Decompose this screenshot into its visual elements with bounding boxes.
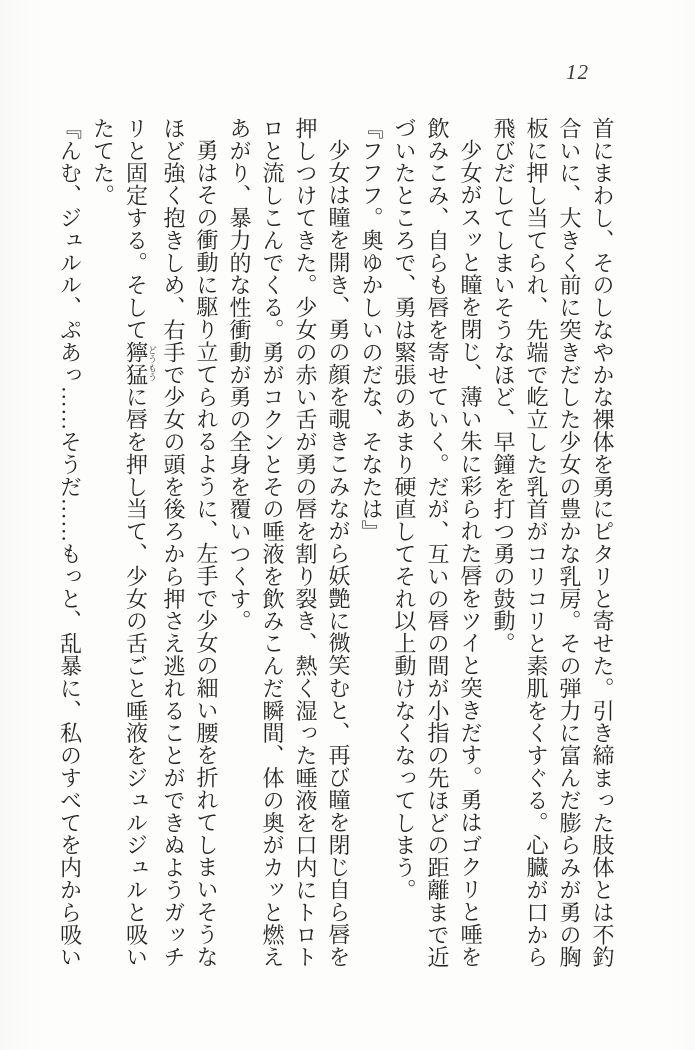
text-line: 少女がスッと瞳を閉じ、薄い朱に彩られた唇をツイと突きだす。勇はゴクリと唾を <box>458 139 483 968</box>
text-line: 『んむ、ジュルル、ぷあっ……そうだ……もっと、乱暴に、私のすべてを内から吸い <box>57 117 83 969</box>
page-number: 12 <box>566 60 589 84</box>
text-line: 板に押し当てられ、先端で屹立した乳首がコリコリと素肌をくすぐる。心臓が口から <box>524 117 549 969</box>
ruby-annotation: 獰猛どうもう <box>123 341 157 386</box>
text-line: づいたところで、勇は緊張のあまり硬直してそれ以上動けなくなってしまう。 <box>392 117 417 901</box>
text-line: 勇はその衝動に駆り立てられるように、左手で少女の細い腰を折れてしまいそうな <box>194 139 219 968</box>
text-line: あがり、暴力的な性衝動が勇の全身を覆いつくす。 <box>227 117 252 633</box>
text-line: たてた。 <box>90 117 116 207</box>
text-line: ほど強く抱きしめ、右手で少女の頭を後ろから押さえ逃れることができぬようガッチ <box>161 117 186 969</box>
text-line: 合いに、大きく前に突きだした少女の豊かな乳房。その弾力に富んだ膨らみが勇の胸 <box>557 117 582 969</box>
text-line: リと固定する。そして獰猛どうもうに唇を押し当て、少女の舌ごと唾液をジュルジュルと吸い <box>123 117 157 969</box>
text-line: ロと流しこんでくる。勇がコクンとその唾液を飲みこんだ瞬間、体の奥がカッと燃え <box>260 117 285 969</box>
text-line: 飛びだしてしまいそうなほど、早鐘を打つ勇の鼓動。 <box>491 117 516 655</box>
page-text <box>54 117 620 989</box>
text-line: 『フフフ。奥ゆかしいのだな、そなたは』 <box>359 117 384 543</box>
text-line: 押しつけてきた。少女の赤い舌が勇の唇を割り裂き、熱く湿った唾液を口内にトロト <box>293 117 318 969</box>
text-line: 飲みこみ、自らも唇を寄せていく。だが、互いの唇の間が小指の先ほどの距離まで近 <box>425 117 450 969</box>
text-line: 首にまわし、そのしなやかな裸体を勇にピタリと寄せた。引き締まった肢体とは不釣 <box>590 117 615 969</box>
text-line: 少女は瞳を開き、勇の顔を覗きこみながら妖艶に微笑むと、再び瞳を閉じ自ら唇を <box>326 139 351 968</box>
